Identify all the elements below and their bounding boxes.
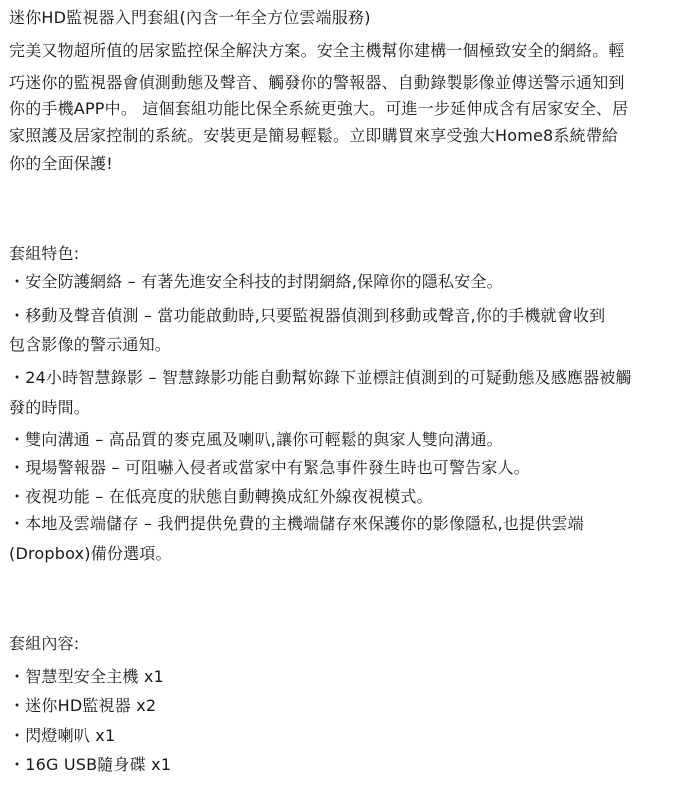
contents-item: ・智慧型安全主機 x1 xyxy=(9,667,164,686)
feature-line: ・安全防護網絡 – 有著先進安全科技的封閉網絡,保障你的隱私安全。 xyxy=(9,272,503,291)
features-heading: 套組特色: xyxy=(9,244,80,263)
feature-line: ・夜視功能 – 在低亮度的狀態自動轉換成紅外線夜視模式。 xyxy=(9,487,433,506)
contents-item: ・16G USB隨身碟 x1 xyxy=(9,755,172,774)
intro-line: 巧迷你的監視器會偵測動態及聲音、觸發你的警報器、自動錄製影像並傳送警示通知到 xyxy=(9,73,625,92)
intro-line: 完美又物超所值的居家監控保全解決方案。安全主機幫你建構一個極致安全的網絡。輕 xyxy=(9,41,625,60)
feature-line: ・現場警報器 – 可阻嚇入侵者或當家中有緊急事件發生時也可警告家人。 xyxy=(9,458,530,477)
feature-line: ・本地及雲端儲存 – 我們提供免費的主機端儲存來保護你的影像隱私,也提供雲端 xyxy=(9,514,584,533)
feature-line: 發的時間。 xyxy=(9,398,91,417)
feature-line: ・移動及聲音偵測 – 當功能啟動時,只要監視器偵測到移動或聲音,你的手機就會收到 xyxy=(9,306,606,325)
feature-line: ・24小時智慧錄影 – 智慧錄影功能自動幫妳錄下並標註偵測到的可疑動態及感應器被觸 xyxy=(9,368,632,387)
intro-line: 你的全面保護! xyxy=(9,154,113,173)
feature-line: 包含影像的警示通知。 xyxy=(9,335,172,354)
intro-line: 家照護及居家控制的系統。安裝更是簡易輕鬆。立即購買來享受強大Home8系統帶給 xyxy=(9,126,619,145)
contents-item: ・迷你HD監視器 x2 xyxy=(9,696,157,715)
feature-line: (Dropbox)備份選項。 xyxy=(9,544,172,563)
contents-item: ・閃燈喇叭 x1 xyxy=(9,726,116,745)
product-title: 迷你HD監視器入門套組(內含一年全方位雲端服務) xyxy=(9,8,371,27)
contents-heading: 套組內容: xyxy=(9,634,80,653)
feature-line: ・雙向溝通 – 高品質的麥克風及喇叭,讓你可輕鬆的與家人雙向溝通。 xyxy=(9,430,503,449)
intro-line: 你的手機APP中。 這個套組功能比保全系統更強大。可進一步延伸成含有居家安全、居 xyxy=(9,99,629,118)
